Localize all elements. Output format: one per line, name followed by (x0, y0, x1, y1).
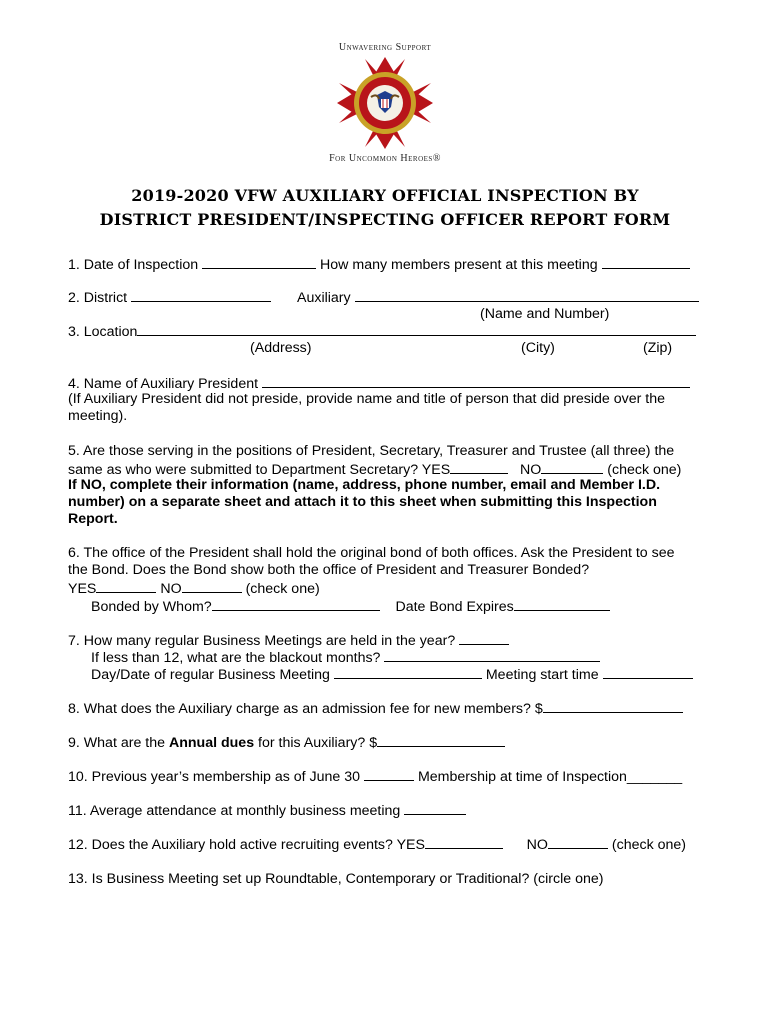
vfw-cross-emblem-icon (335, 55, 435, 151)
q6-line-2: the Bond. Does the Bond show both the office of President and Treasurer Bonded? (68, 562, 590, 578)
bonded-by-field[interactable] (212, 597, 380, 611)
logo-bottom-text: For Uncommon Heroes® (329, 153, 441, 164)
zip-hint: (Zip) (643, 340, 673, 356)
meeting-day-field[interactable] (334, 665, 482, 679)
q6-line-1: 6. The office of the President shall hold the original bond of both offices. Ask the President to see (68, 545, 675, 561)
president-name-field[interactable] (262, 374, 690, 388)
previous-membership-field[interactable] (364, 767, 414, 781)
q4-note-line-2: meeting). (68, 408, 128, 424)
q1-date-label: 1. Date of Inspection How many members present at this meeting (68, 255, 690, 274)
q6-yes-field[interactable] (96, 579, 156, 593)
members-present-field[interactable] (602, 255, 690, 269)
blackout-months-field[interactable] (384, 648, 600, 662)
q5-yes-field[interactable] (450, 460, 508, 474)
q4-note-line-1: (If Auxiliary President did not preside, provide name and title of person that did preside over the (68, 391, 666, 407)
q2-district-row: 2. District (68, 288, 271, 307)
q6-check-row: YES NO (check one) (68, 581, 320, 597)
q6-bond-row: Bonded by Whom? Date Bond Expires (91, 597, 610, 616)
q9-row: 9. What are the Annual dues for this Auxiliary? $ (68, 733, 505, 752)
q11-row: 11. Average attendance at monthly business meeting (68, 801, 466, 820)
q5-no-field[interactable] (541, 460, 603, 474)
inspection-date-field[interactable] (202, 255, 316, 269)
q12-no-field[interactable] (548, 835, 608, 849)
meetings-per-year-field[interactable] (459, 631, 509, 645)
q10-row: 10. Previous year’s membership as of June 30 Membership at time of Inspection_______ (68, 769, 683, 785)
q2-auxiliary-row: Auxiliary (297, 288, 699, 307)
location-field[interactable] (137, 322, 696, 336)
vfw-auxiliary-logo (320, 42, 450, 170)
q3-location-row: 3. Location (68, 322, 696, 341)
annual-dues-field[interactable] (377, 733, 505, 747)
q12-row: 12. Does the Auxiliary hold active recruiting events? YES NO (check one) (68, 837, 687, 853)
average-attendance-field[interactable] (404, 801, 466, 815)
q7-line-3: Day/Date of regular Business Meeting Meeting start time (91, 665, 693, 684)
auxiliary-name-number-field[interactable] (355, 288, 699, 302)
form-title-line-1: 2019-2020 VFW AUXILIARY OFFICIAL INSPECTION BY (131, 186, 639, 205)
city-hint: (City) (521, 340, 555, 356)
q8-row: 8. What does the Auxiliary charge as an admission fee for new members? $ (68, 699, 683, 718)
q12-yes-field[interactable] (425, 835, 503, 849)
q5-bold-line-3: Report. (68, 511, 118, 527)
q5-bold-line-1: If NO, complete their information (name, address, phone number, email and Member I.D. (68, 477, 661, 493)
q6-no-field[interactable] (182, 579, 242, 593)
address-hint: (Address) (250, 340, 312, 356)
logo-top-text: Unwavering Support (338, 42, 432, 53)
name-and-number-hint: (Name and Number) (480, 306, 610, 322)
district-field[interactable] (131, 288, 271, 302)
meeting-start-time-field[interactable] (603, 665, 693, 679)
form-title-line-2: DISTRICT PRESIDENT/INSPECTING OFFICER REPORT FORM (99, 210, 671, 229)
q5-line-2: same as who were submitted to Department Secretary? YES NO (check one) (68, 462, 682, 478)
q4-president-row: 4. Name of Auxiliary President (68, 374, 690, 393)
q5-bold-line-2: number) on a separate sheet and attach it to this sheet when submitting this Inspection (68, 494, 657, 510)
q7-line-1: 7. How many regular Business Meetings are held in the year? (68, 631, 509, 650)
admission-fee-field[interactable] (543, 699, 683, 713)
q5-line-1: 5. Are those serving in the positions of President, Secretary, Treasurer and Trustee (all three) the (68, 443, 675, 459)
q7-line-2: If less than 12, what are the blackout months? (91, 648, 600, 667)
q13-row: 13. Is Business Meeting set up Roundtable, Contemporary or Traditional? (circle one) (68, 871, 604, 887)
bond-expires-field[interactable] (514, 597, 610, 611)
